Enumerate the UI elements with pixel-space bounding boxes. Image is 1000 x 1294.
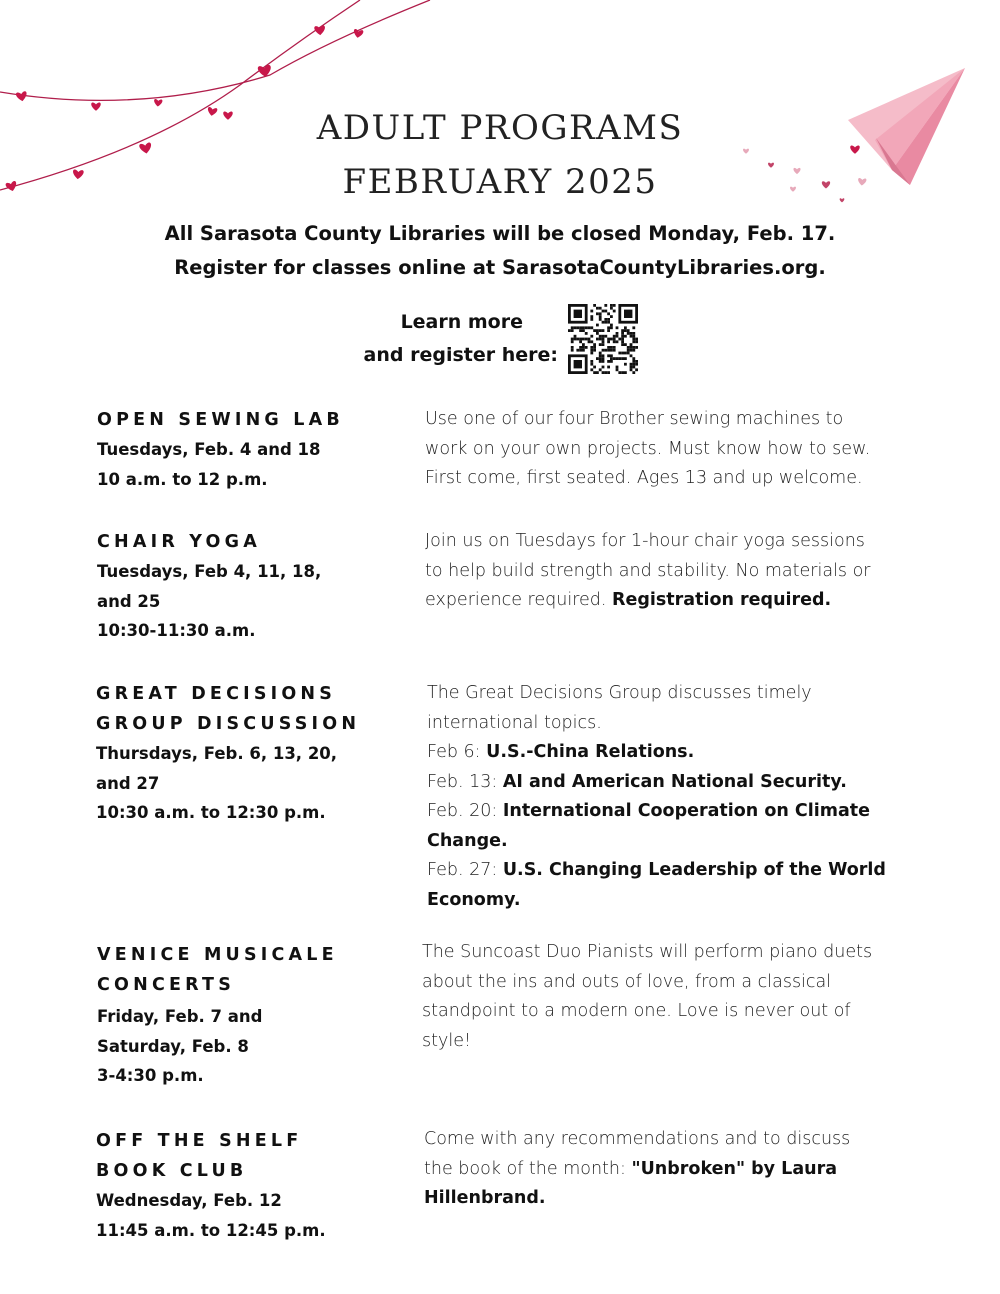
- topic-date: Feb. 13:: [427, 771, 503, 792]
- book-author: Hillenbrand.: [424, 1188, 546, 1208]
- topic-title: AI and American National Security.: [502, 771, 847, 792]
- book-title: "Unbroken" by Laura: [631, 1158, 838, 1179]
- desc-line: standpoint to a modern one. Love is never out of: [422, 1001, 851, 1021]
- topic-title: U.S. Changing Leadership of the World: [502, 860, 886, 880]
- topic-line: [427, 738, 967, 768]
- program-date: and 27: [96, 773, 160, 793]
- program-great-decisions: [96, 679, 396, 828]
- desc-line: Use one of our four Brother sewing machines to: [425, 409, 844, 429]
- desc-line: international topics.: [427, 712, 602, 733]
- closure-notice: All Sarasota County Libraries will be closed Monday, Feb. 17.: [164, 222, 836, 245]
- program-title: CHAIR YOGA: [97, 532, 261, 552]
- heart-icon: [16, 91, 28, 102]
- program-title: CONCERTS: [97, 975, 235, 995]
- program-venice-musicale: [97, 940, 397, 1091]
- program-time: 10:30-11:30 a.m.: [97, 621, 256, 640]
- desc-line: [425, 586, 965, 616]
- program-description: [427, 679, 967, 915]
- desc-line: style!: [422, 1030, 471, 1051]
- program-description: [422, 938, 967, 1056]
- program-time: 11:45 a.m. to 12:45 p.m.: [96, 1220, 326, 1240]
- program-date: and 25: [97, 591, 161, 611]
- program-title: OFF THE SHELF: [96, 1131, 303, 1151]
- topic-title: International Cooperation on Climate: [502, 801, 871, 821]
- program-book-club: [96, 1126, 396, 1245]
- topic-title: Change.: [427, 830, 508, 851]
- desc-line: to help build strength and stability. No materials or: [425, 560, 871, 581]
- heart-string-top: [0, 0, 430, 100]
- topic-title: U.S.-China Relations.: [486, 742, 695, 762]
- register-notice: Register for classes online at SarasotaCountyLibraries.org.: [174, 256, 826, 279]
- program-open-sewing-lab: [97, 405, 397, 494]
- program-description: [425, 405, 965, 494]
- program-date: Wednesday, Feb. 12: [96, 1191, 282, 1210]
- registration-required: Registration required.: [612, 590, 832, 610]
- learn-more-line1: Learn more: [400, 311, 523, 333]
- topic-line: [427, 797, 967, 827]
- desc-line: Join us on Tuesdays for 1-hour chair yoga sessions: [425, 531, 865, 551]
- desc-text: the book of the month:: [424, 1158, 632, 1179]
- topic-date: Feb. 20:: [427, 801, 503, 821]
- desc-line: [424, 1184, 969, 1214]
- program-description: [424, 1125, 969, 1214]
- topic-title: Economy.: [427, 889, 521, 910]
- page-title-line1: ADULT PROGRAMS: [316, 108, 684, 148]
- program-time: 10:30 a.m. to 12:30 p.m.: [96, 803, 326, 822]
- page-title-line2: FEBRUARY 2025: [342, 162, 658, 202]
- topic-date: Feb. 27:: [427, 860, 503, 880]
- program-time: 3-4:30 p.m.: [97, 1066, 204, 1085]
- heart-icon: [154, 99, 163, 107]
- desc-text: experience required.: [425, 590, 613, 610]
- program-description: [425, 527, 965, 616]
- qr-code-icon[interactable]: [568, 304, 638, 374]
- topic-line: [427, 886, 967, 916]
- program-chair-yoga: [97, 527, 397, 646]
- program-title: VENICE MUSICALE: [97, 945, 338, 965]
- desc-line: work on your own projects. Must know how to sew.: [425, 438, 871, 459]
- program-title: GROUP DISCUSSION: [96, 714, 361, 734]
- program-date: Thursdays, Feb. 6, 13, 20,: [96, 744, 338, 763]
- program-date: Tuesdays, Feb. 4 and 18: [97, 440, 321, 459]
- program-title: OPEN SEWING LAB: [97, 410, 344, 430]
- desc-line: The Great Decisions Group discusses timely: [427, 683, 812, 703]
- desc-line: Come with any recommendations and to discuss: [424, 1129, 851, 1149]
- program-time: 10 a.m. to 12 p.m.: [97, 469, 268, 489]
- program-title: GREAT DECISIONS: [96, 684, 337, 704]
- program-date: Saturday, Feb. 8: [97, 1036, 249, 1056]
- desc-line: First come, first seated. Ages 13 and up welcome.: [425, 468, 863, 488]
- topic-line: [427, 827, 967, 857]
- topic-line: [427, 768, 967, 798]
- heart-icon: [743, 149, 749, 154]
- desc-line: about the ins and outs of love, from a classical: [422, 971, 832, 992]
- desc-line: The Suncoast Duo Pianists will perform piano duets: [422, 942, 873, 962]
- topic-line: [427, 856, 967, 886]
- learn-more-line2: and register here:: [363, 344, 558, 366]
- program-title: BOOK CLUB: [96, 1161, 248, 1181]
- program-date: Friday, Feb. 7 and: [97, 1007, 263, 1026]
- learn-more-text: [330, 306, 558, 372]
- topic-date: Feb 6:: [427, 742, 487, 762]
- program-date: Tuesdays, Feb 4, 11, 18,: [97, 562, 322, 581]
- desc-line: [424, 1155, 969, 1185]
